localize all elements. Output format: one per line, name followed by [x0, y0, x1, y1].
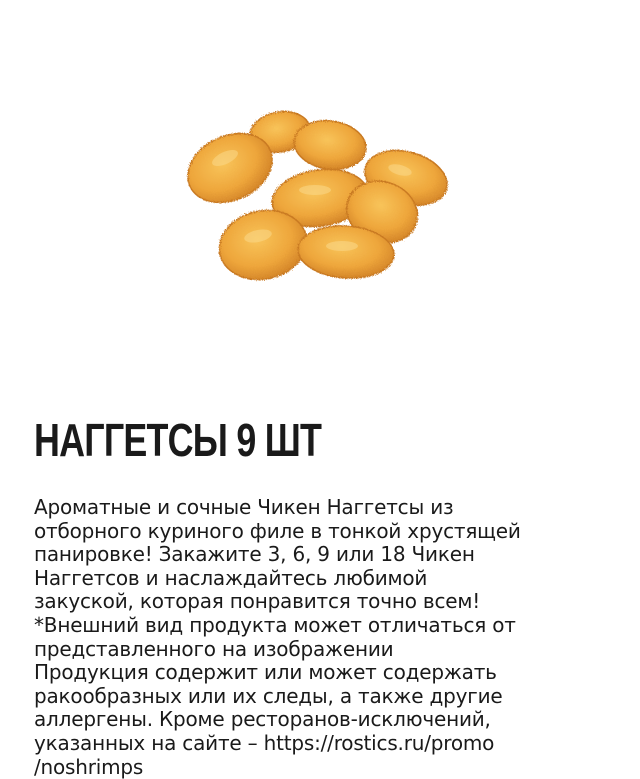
- allergen-line: ракообразных или их следы, а также другие: [34, 683, 503, 708]
- allergen-line: /noshrimps: [34, 754, 144, 779]
- product-description: [34, 496, 614, 779]
- chicken-nuggets-image: [170, 100, 470, 300]
- description-line: панировке! Закажите 3, 6, 9 или 18 Чикен: [34, 542, 475, 567]
- description-line: Наггетсов и наслаждайтесь любимой: [34, 565, 428, 590]
- disclaimer-line: *Внешний вид продукта может отличаться от: [34, 612, 516, 637]
- allergen-line: указанных на сайте – https://rostics.ru/promo: [34, 730, 495, 755]
- description-line: закуской, которая понравится точно всем!: [34, 589, 481, 614]
- description-line: Ароматные и сочные Чикен Наггетсы из: [34, 495, 454, 519]
- product-title: НАГГЕТСЫ 9 ШТ: [34, 414, 322, 466]
- allergen-line: аллергены. Кроме ресторанов-исключений,: [34, 707, 491, 732]
- disclaimer-line: представленного на изображении: [34, 636, 394, 661]
- description-line: отборного куриного филе в тонкой хрустящей: [34, 518, 521, 543]
- allergen-line: Продукция содержит или может содержать: [34, 660, 497, 685]
